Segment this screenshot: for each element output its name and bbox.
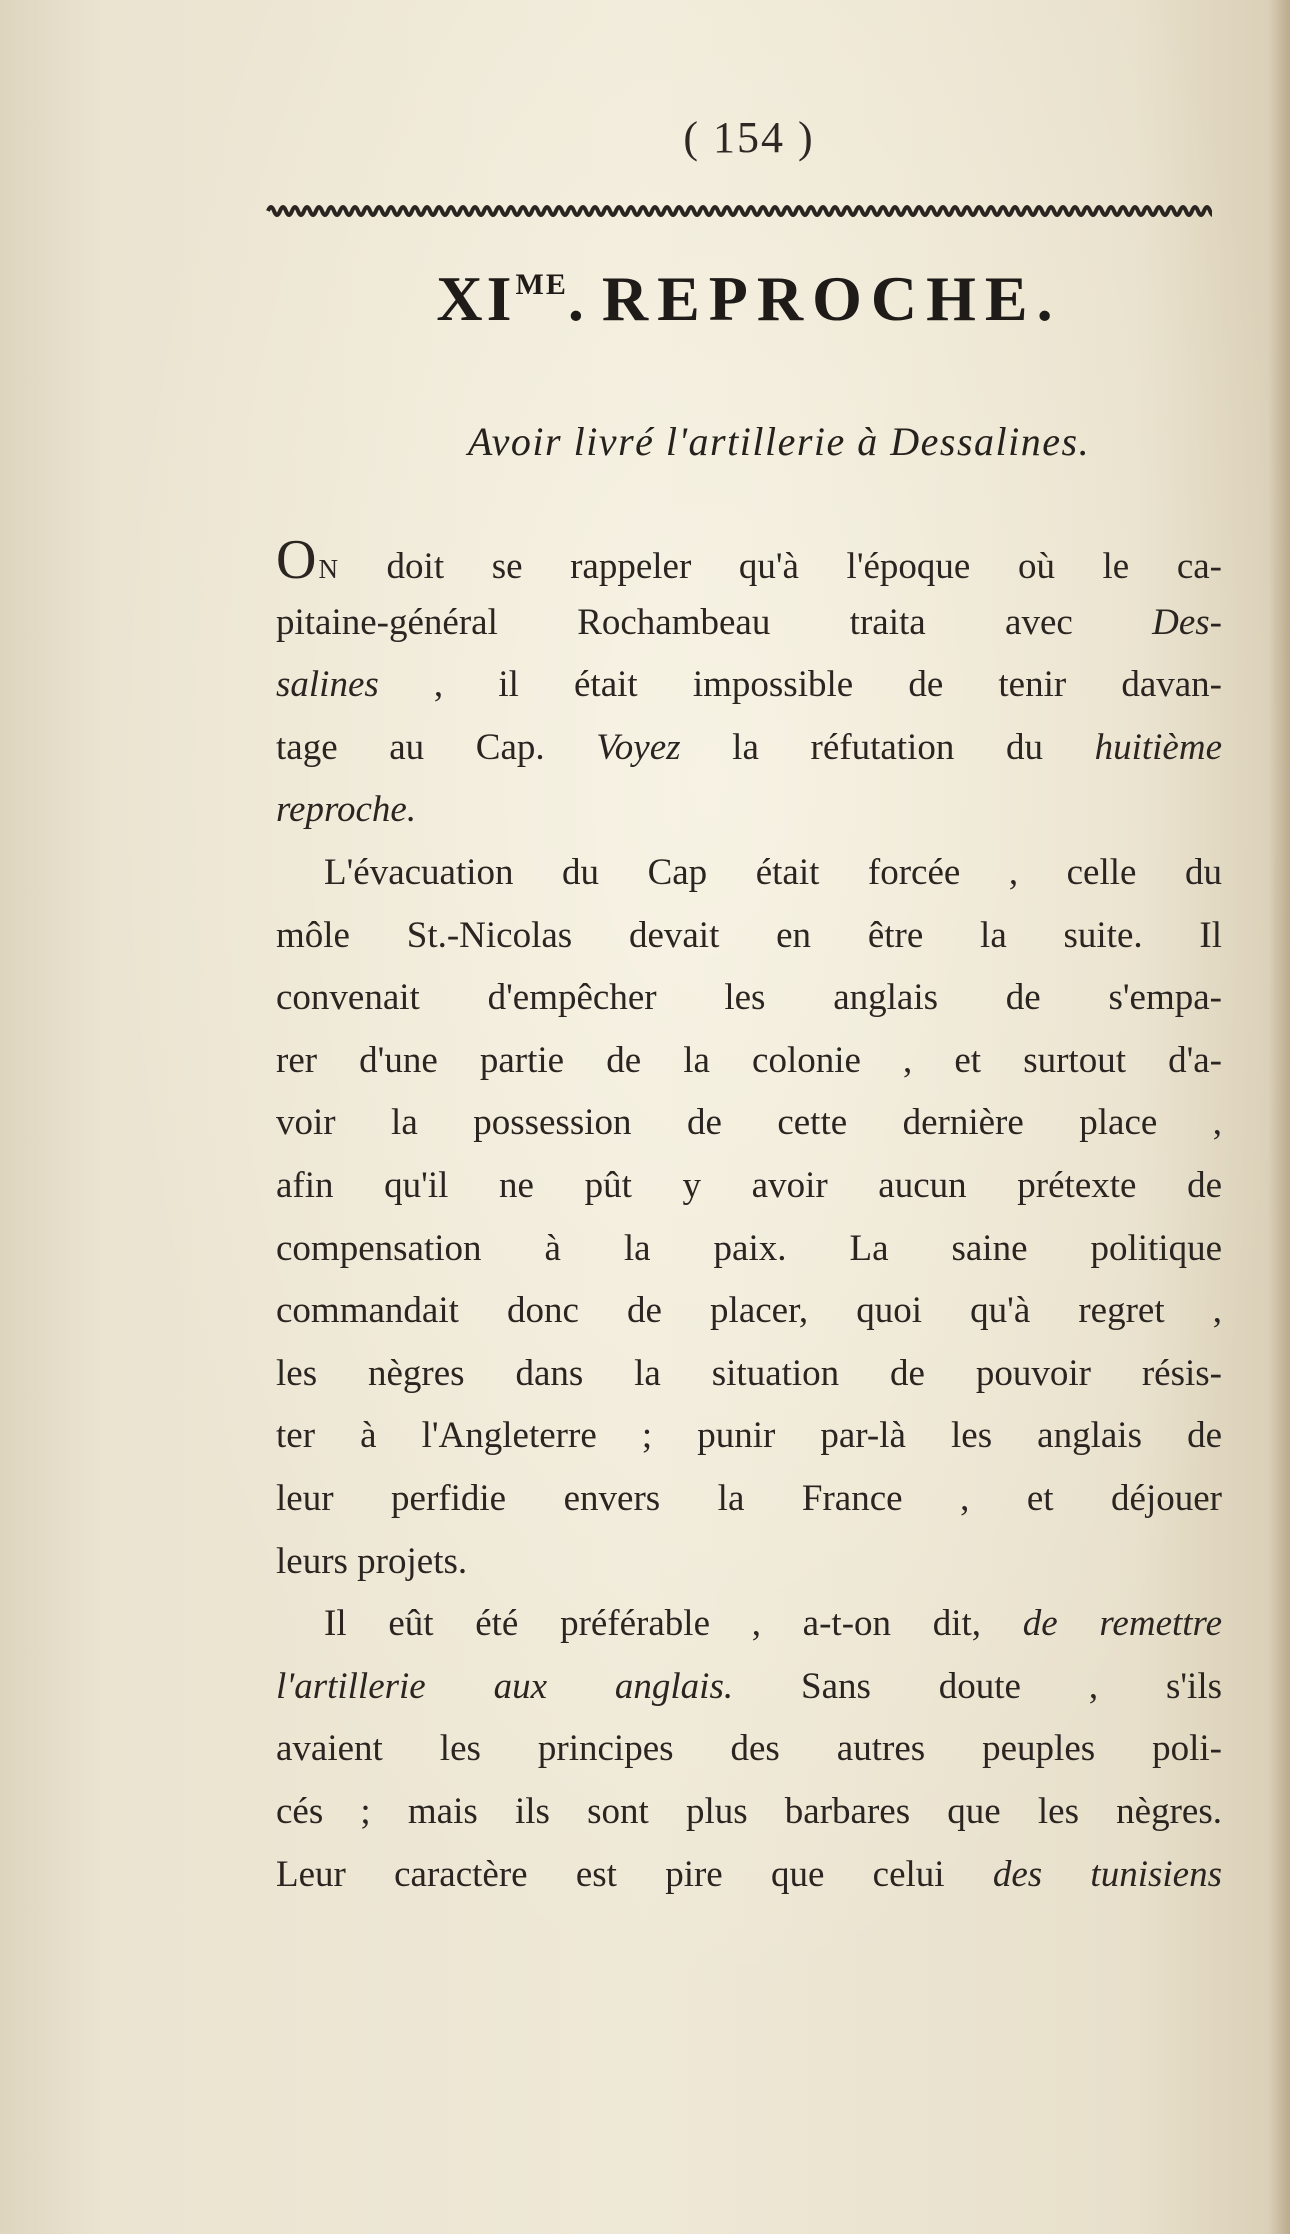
chapter-word: REPROCHE. xyxy=(601,263,1062,334)
chapter-title xyxy=(276,262,1222,336)
text-line xyxy=(276,728,1222,768)
text-line xyxy=(276,1604,1222,1644)
initial-capital: O xyxy=(276,529,319,591)
text-line xyxy=(276,978,1222,1018)
text-line xyxy=(276,603,1222,643)
text-line xyxy=(276,1855,1222,1895)
italic-text: huitième xyxy=(1094,726,1222,768)
text-line xyxy=(276,1166,1222,1206)
text-line xyxy=(276,665,1222,705)
text-span: pitaine-général Rochambeau traita avec xyxy=(276,601,1153,643)
text-span: , il était impossible de tenir davan- xyxy=(378,664,1222,706)
text-span: convenait d'empêcher les anglais de s'empa- xyxy=(276,977,1222,1019)
italic-text: de remettre xyxy=(1022,1603,1222,1645)
text-span: doit se rappeler qu'à l'époque où le ca- xyxy=(338,546,1222,587)
text-span: cés ; mais ils sont plus barbares que les nègres. xyxy=(276,1791,1222,1832)
italic-text: l'artillerie aux anglais. xyxy=(276,1665,734,1707)
text-span: ter à l'Angleterre ; punir par-là les anglais de xyxy=(276,1415,1222,1457)
italic-text: Voyez xyxy=(596,726,681,768)
text-line xyxy=(276,1479,1222,1519)
text-line xyxy=(276,1291,1222,1331)
text-span: leurs projets. xyxy=(276,1540,468,1582)
text-span: Il eût été préférable , a-t-on dit, xyxy=(324,1603,1023,1645)
text-span: commandait donc de placer, quoi qu'à regret , xyxy=(276,1290,1222,1332)
italic-text: Des- xyxy=(1152,601,1222,643)
text-line xyxy=(276,1792,1222,1832)
text-line xyxy=(276,1354,1222,1394)
chapter-subtitle: Avoir livré l'artillerie à Dessalines. xyxy=(467,419,1091,464)
italic-text: salines xyxy=(276,664,379,706)
text-span: compensation à la paix. La saine politique xyxy=(276,1227,1222,1269)
text-line xyxy=(276,853,1222,893)
text-span: afin qu'il ne pût y avoir aucun prétexte de xyxy=(276,1165,1222,1206)
chapter-separator: . xyxy=(567,263,588,334)
text-span: tage au Cap. xyxy=(276,726,597,768)
chapter-ordinal-suffix: ME xyxy=(515,268,568,301)
chapter-numeral: XI xyxy=(436,263,516,334)
text-line xyxy=(276,529,1222,591)
text-span: avaient les principes des autres peuples poli- xyxy=(276,1728,1222,1770)
text-span: môle St.-Nicolas devait en être la suite. Il xyxy=(276,914,1222,956)
text-span: Leur caractère est pire que celui xyxy=(276,1853,993,1895)
italic-text: reproche. xyxy=(276,789,417,831)
page-number: ( 154 ) xyxy=(683,113,815,162)
text-line xyxy=(276,1103,1222,1143)
ornamental-rule xyxy=(266,198,1212,224)
text-line xyxy=(276,1729,1222,1769)
page-edge-shadow xyxy=(1268,0,1290,2234)
text-span: les nègres dans la situation de pouvoir résis- xyxy=(276,1352,1222,1394)
small-capital: N xyxy=(318,554,339,584)
text-line xyxy=(276,1416,1222,1456)
text-line xyxy=(276,1229,1222,1269)
text-line xyxy=(276,790,1222,830)
text-line xyxy=(276,1041,1222,1081)
text-line xyxy=(276,1667,1222,1707)
text-span: la réfutation du xyxy=(680,726,1095,768)
text-span: Sans doute , s'ils xyxy=(733,1665,1222,1707)
italic-text: des tunisiens xyxy=(992,1853,1222,1895)
text-span: rer d'une partie de la colonie , et surtout d'a- xyxy=(276,1039,1222,1081)
text-span: voir la possession de cette dernière place , xyxy=(276,1102,1222,1144)
text-line xyxy=(276,916,1222,956)
text-line xyxy=(276,1542,1222,1582)
text-span: leur perfidie envers la France , et déjouer xyxy=(276,1478,1222,1519)
text-span: L'évacuation du Cap était forcée , celle du xyxy=(324,852,1222,893)
